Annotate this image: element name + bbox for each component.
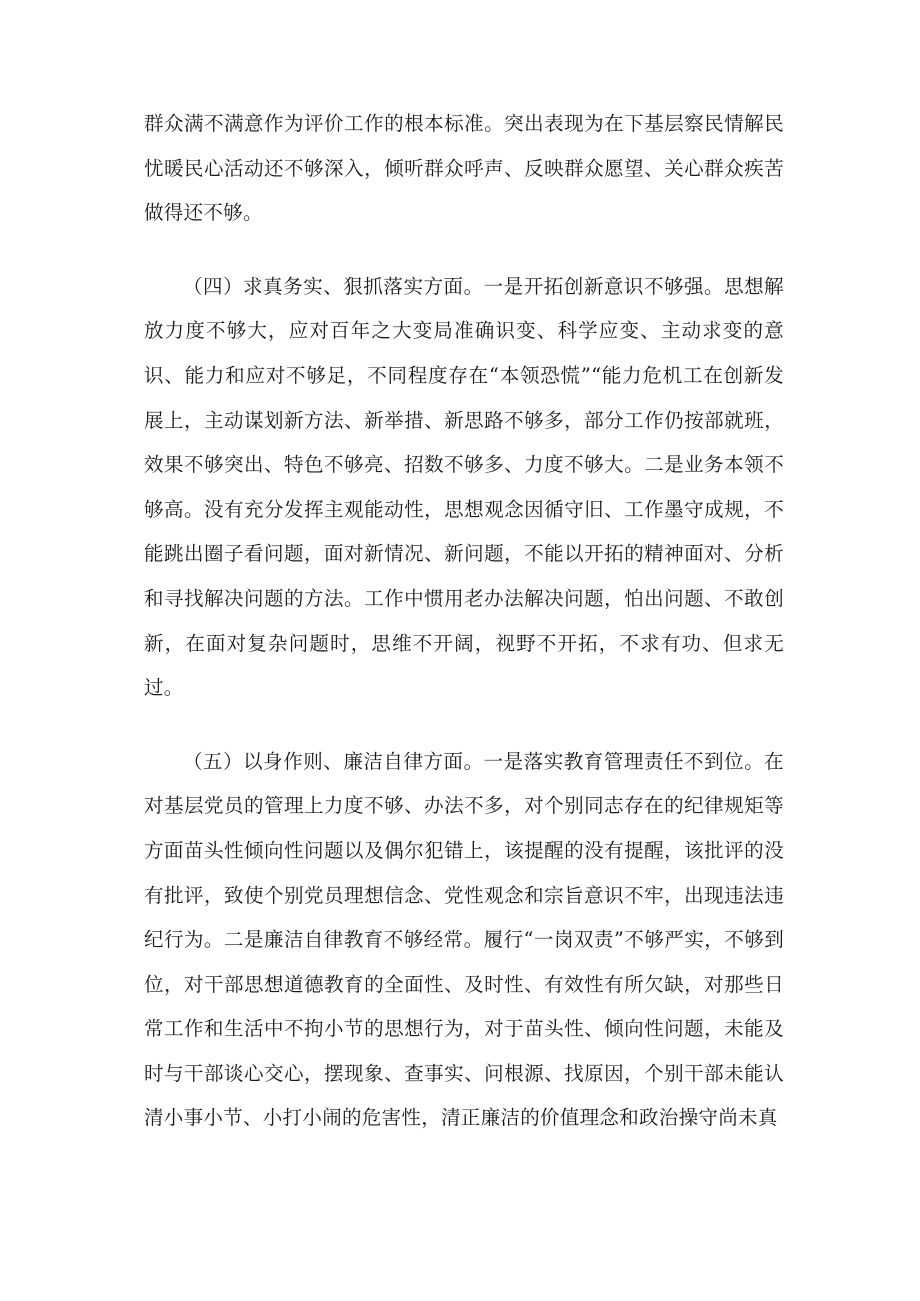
paragraph-gap — [144, 711, 784, 740]
document-body — [144, 102, 784, 1141]
paragraph-section-five: （五）以身作则、廉洁自律方面。一是落实教育管理责任不到位。在对基层党员的管理上力度不够、办法不多，对个别同志存在的纪律规矩等方面苗头性倾向性问题以及偶尔犯错上，该提醒的没有提醒，该批评的没有批评，致使个别党员理想信念、党性观念和宗旨意识不牢，出现违法违纪行为。二是廉洁自律教育不够经常。履行“一岗双责”不够严实，不够到位，对干部思想道德教育的全面性、及时性、有效性有所欠缺，对那些日常工作和生活中不拘小节的思想行为，对于苗头性、倾向性问题，未能及时与干部谈心交心，摆现象、查事实、问根源、找原因，个别干部未能认清小事小节、小打小闹的危害性，清正廉洁的价值理念和政治操守尚未真 — [144, 749, 784, 1130]
paragraph-gap — [144, 236, 784, 265]
paragraph-section-four: （四）求真务实、狠抓落实方面。一是开拓创新意识不够强。思想解放力度不够大，应对百年之大变局准确识变、科学应变、主动求变的意识、能力和应对不够足，不同程度存在“本领恐慌”“能力危机工在创新发展上，主动谋划新方法、新举措、新思路不够多，部分工作仍按部就班，效果不够突出、特色不够亮、招数不够多、力度不够大。二是业务本领不够高。没有充分发挥主观能动性，思想观念因循守旧、工作墨守成规，不能跳出圈子看问题，面对新情况、新问题，不能以开拓的精神面对、分析和寻找解决问题的方法。工作中惯用老办法解决问题，怕出问题、不敢创新，在面对复杂问题时，思维不开阔，视野不开拓，不求有功、但求无过。 — [144, 274, 784, 700]
paragraph-continuation: 群众满不满意作为评价工作的根本标准。突出表现为在下基层察民情解民忧暖民心活动还不够深入，倾听群众呼声、反映群众愿望、关心群众疾苦做得还不够。 — [144, 112, 784, 225]
